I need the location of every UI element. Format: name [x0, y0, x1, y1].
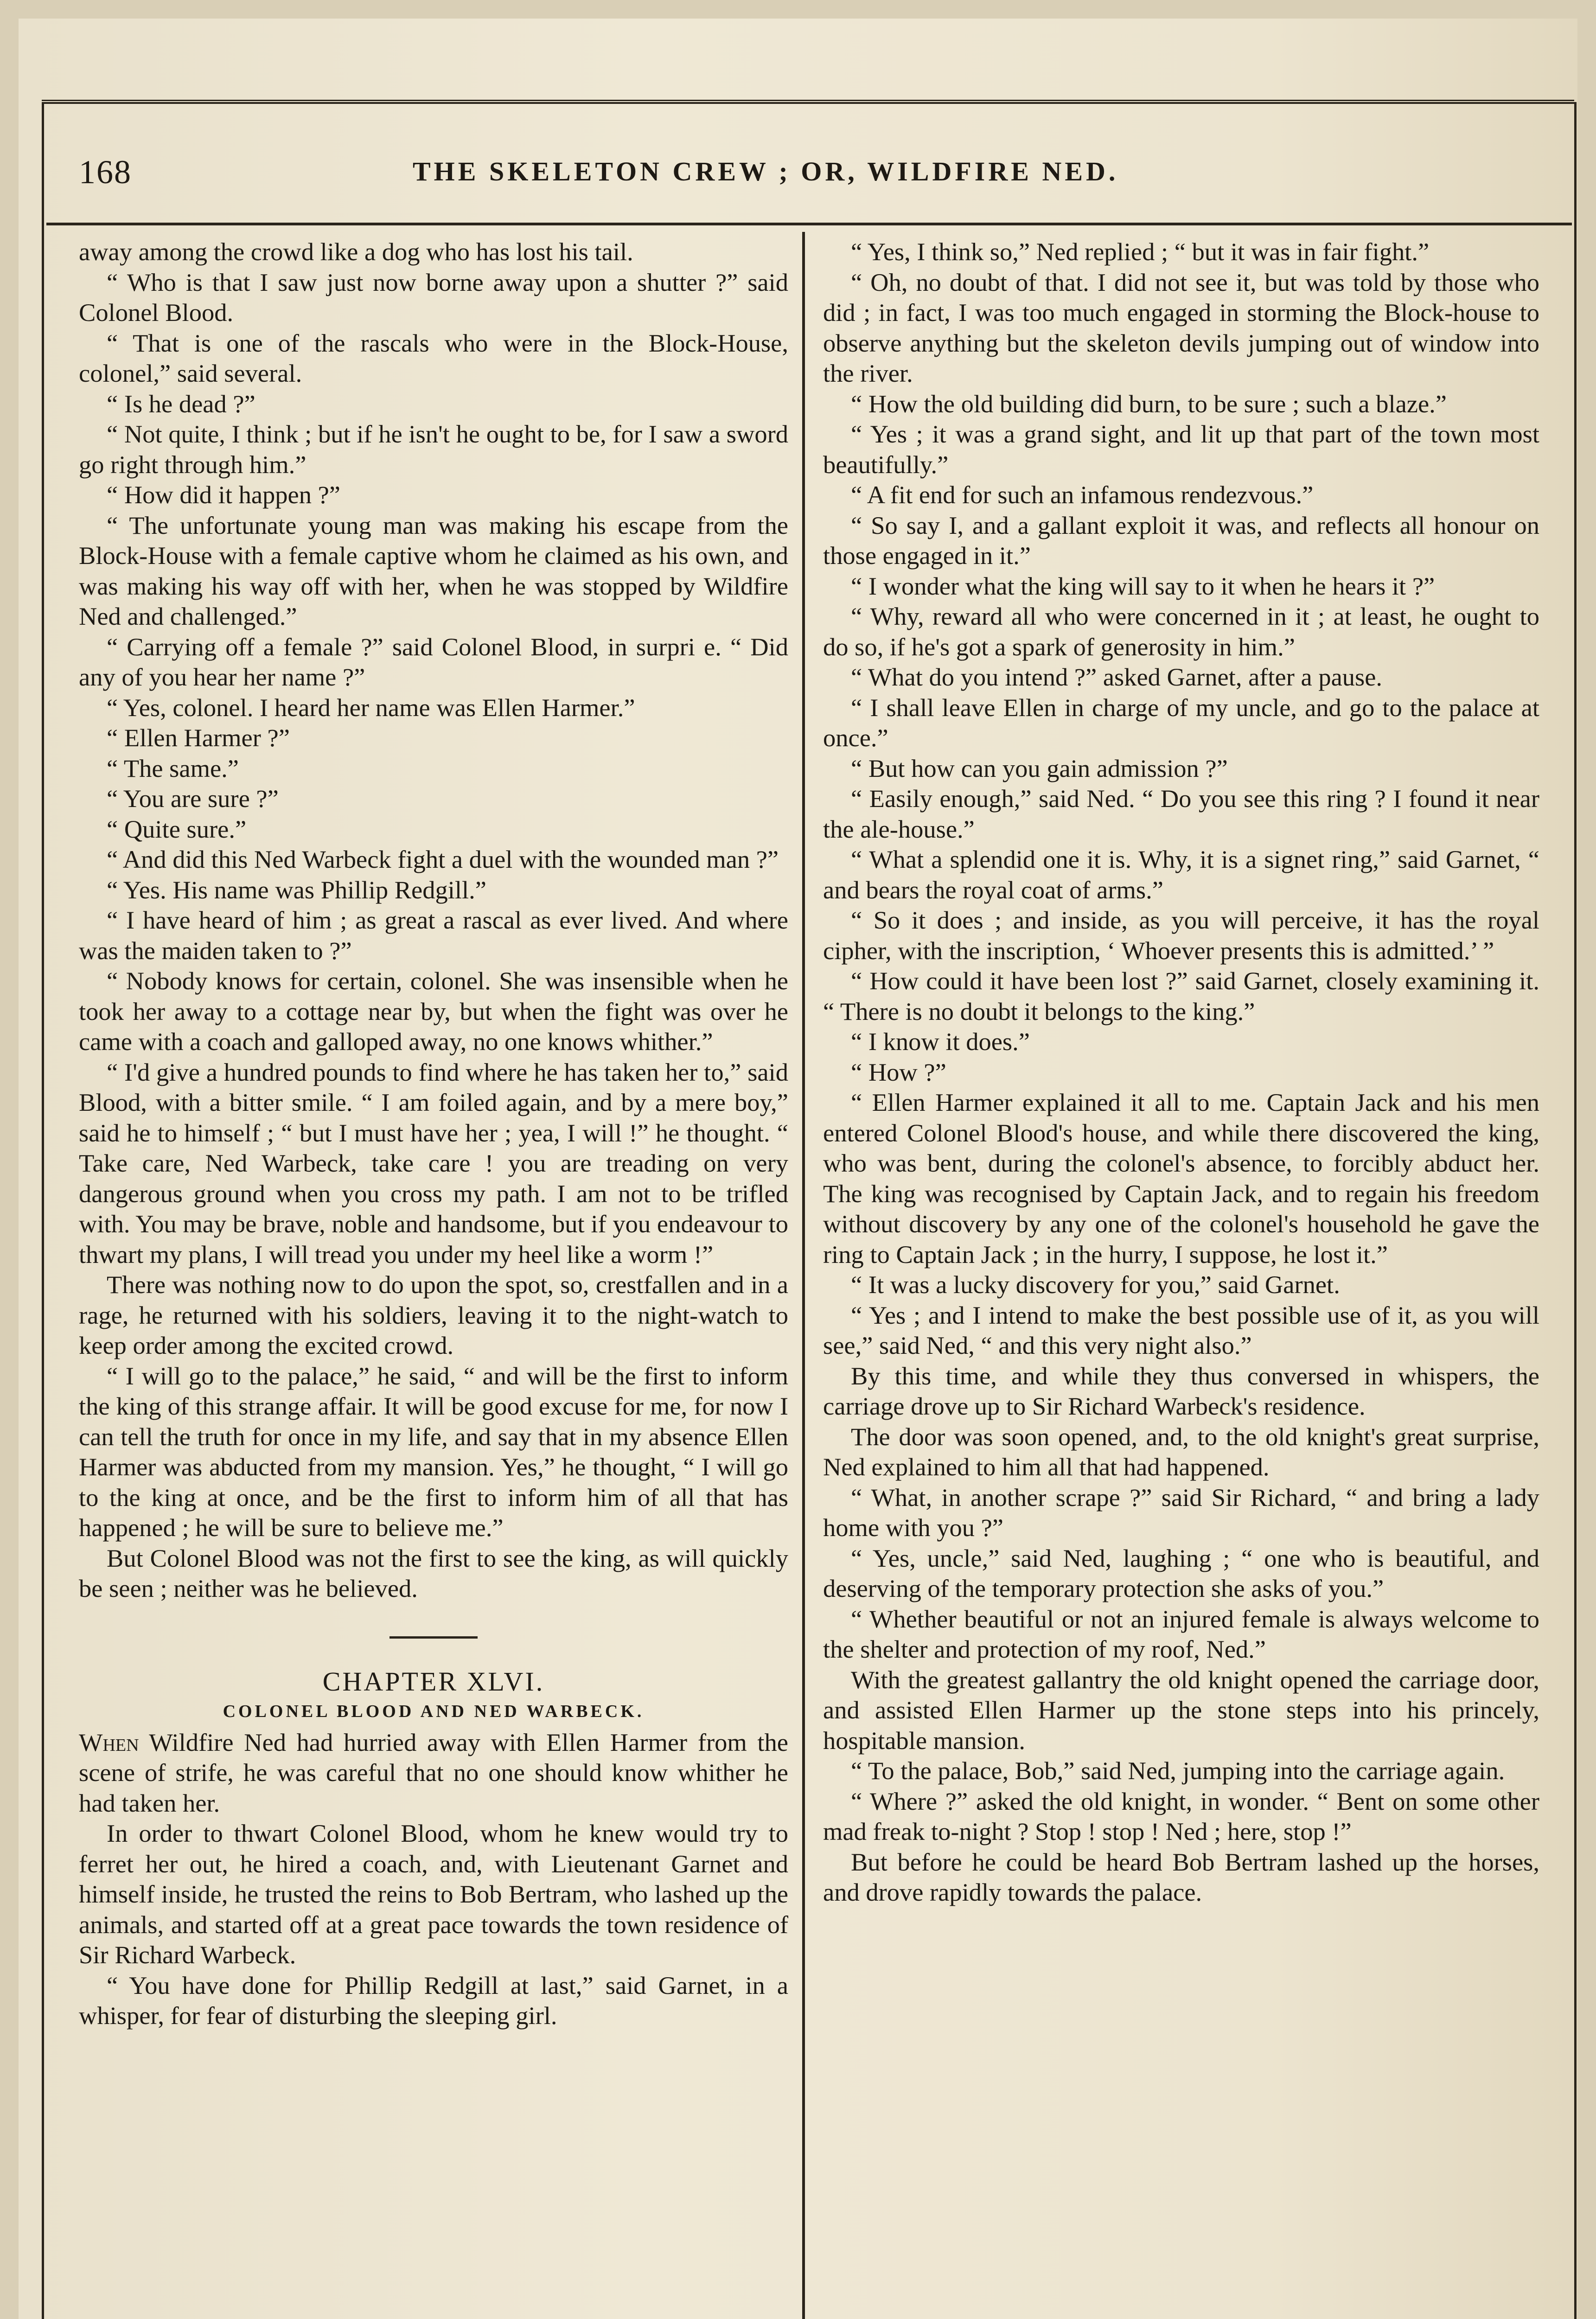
paragraph: “ How could it have been lost ?” said Garnet, closely examining it. “ There is no doubt it belongs to the king.”	[823, 967, 1539, 1025]
paragraph: “ How the old building did burn, to be sure ; such a blaze.”	[851, 389, 1447, 418]
paragraph: “ Carrying off a female ?” said Colonel Blood, in surpri e. “ Did any of you hear her name ?”	[79, 632, 788, 691]
paragraph: “ The unfortunate young man was making his escape from the Block-House with a female captive whom he claimed as his own, and was making his way off with her, when he was stopped by Wildfire Ned and challenged.”	[79, 511, 788, 630]
paragraph: “ I wonder what the king will say to it when he hears it ?”	[851, 571, 1435, 600]
paragraph: “ I'd give a hundred pounds to find where he has taken her to,” said Blood, with a bitter smile. “ I am foiled again, and by a mere boy,” said he to himself ; “ but I must have her ; yea, I will !” he thought. “ Take care, Ned Warbeck, take care ! you are treading on very dangerous ground when you cross my path. I am not to be trifled with. You may be brave, noble and handsome, but if you endeavour to thwart my plans, I will tread you under my heel like a worm !”	[79, 1057, 788, 1268]
drop-word: When	[79, 1728, 139, 1756]
running-head	[46, 153, 1572, 190]
section-separator	[389, 1636, 478, 1639]
paragraph: “ Oh, no doubt of that. I did not see it, but was told by those who did ; in fact, I was too much engaged in storming the Block-house to observe anything but the skeleton devils jumping out of window into the river.	[823, 268, 1539, 387]
paragraph: “ What, in another scrape ?” said Sir Richard, “ and bring a lady home with you ?”	[823, 1483, 1539, 1542]
paragraph: “ Whether beautiful or not an injured female is always welcome to the shelter and protection of my roof, Ned.”	[823, 1604, 1539, 1663]
right-column	[823, 237, 1539, 2319]
column-divider	[802, 232, 805, 2319]
paragraph: “ I have heard of him ; as great a rascal as ever lived. And where was the maiden taken to ?”	[79, 906, 788, 965]
header-rule	[46, 223, 1572, 225]
paragraph: “ Yes ; and I intend to make the best possible use of it, as you will see,” said Ned, “ and this very night also.”	[823, 1300, 1539, 1359]
page-number: 168	[79, 154, 132, 191]
paragraph: “ You have done for Phillip Redgill at last,” said Garnet, in a whisper, for fear of disturbing the sleeping girl.	[79, 1971, 788, 2030]
paragraph: “ You are sure ?”	[107, 784, 279, 813]
paragraph: “ So it does ; and inside, as you will perceive, it has the royal cipher, with the inscription, ‘ Whoever presents this is admitted.’ ”	[823, 906, 1539, 965]
paragraph: “ Ellen Harmer explained it all to me. Captain Jack and his men entered Colonel Blood's house, and while there discovered the king, who was bent, during the colonel's absence, to forcibly abduct her. The king was recognised by Captain Jack, and to regain his freedom without discovery by any one of the colonel's household he gave the ring to Captain Jack ; in the hurry, I suppose, he lost it.”	[823, 1088, 1539, 1268]
paragraph: “ Yes, colonel. I heard her name was Ellen Harmer.”	[107, 693, 635, 722]
paragraph: “ Yes, I think so,” Ned replied ; “ but it was in fair fight.”	[851, 237, 1430, 266]
paragraph: “ Quite sure.”	[107, 814, 247, 843]
paragraph: “ Is he dead ?”	[107, 389, 255, 418]
paragraph: “ Where ?” asked the old knight, in wonder. “ Bent on some other mad freak to-night ? Stop ! stop ! Ned ; here, stop !”	[823, 1787, 1539, 1845]
paragraph: “ Not quite, I think ; but if he isn't he ought to be, for I saw a sword go right through him.”	[79, 420, 788, 479]
running-title: THE SKELETON CREW ; OR, WILDFIRE NED.	[413, 156, 1119, 186]
paragraph: “ Yes ; it was a grand sight, and lit up that part of the town most beautifully.”	[823, 420, 1539, 479]
paragraph: The door was soon opened, and, to the old knight's great surprise, Ned explained to him all that had happened.	[823, 1422, 1539, 1481]
paragraph: “ So say I, and a gallant exploit it was, and reflects all honour on those engaged in it.”	[823, 511, 1539, 570]
paragraph: “ How ?”	[851, 1057, 946, 1086]
paragraph: “ I will go to the palace,” he said, “ and will be the first to inform the king of this strange affair. It will be good excuse for me, for now I can tell the truth for once in my life, and say that in my absence Ellen Harmer was abducted from my mansion. Yes,” he thought, “ I will go to the king at once, and be the first to inform him of all that has happened ; he will be sure to believe me.”	[79, 1361, 788, 1542]
paragraph: “ The same.”	[107, 754, 239, 782]
paragraph: In order to thwart Colonel Blood, whom he knew would try to ferret her out, he hired a coach, and, with Lieutenant Garnet and himself inside, he trusted the reins to Bob Bertram, who lashed up the animals, and started off at a great pace towards the town residence of Sir Richard Warbeck.	[79, 1819, 788, 1969]
paragraph: away among the crowd like a dog who has lost his tail.	[79, 237, 633, 266]
paragraph: “ And did this Ned Warbeck fight a duel with the wounded man ?”	[107, 845, 779, 873]
paragraph: “ It was a lucky discovery for you,” said Garnet.	[851, 1270, 1340, 1299]
paragraph: “ What do you intend ?” asked Garnet, after a pause.	[851, 663, 1383, 691]
left-column	[79, 237, 788, 2319]
paragraph: “ Why, reward all who were concerned in it ; at least, he ought to do so, if he's got a spark of generosity in him.”	[823, 602, 1539, 661]
chapter-subtitle: COLONEL BLOOD AND NED WARBECK.	[223, 1702, 645, 1721]
paragraph: But Colonel Blood was not the first to see the king, as will quickly be seen ; neither was he believed.	[79, 1544, 788, 1602]
paragraph: “ That is one of the rascals who were in the Block-House, colonel,” said several.	[79, 328, 788, 387]
chapter-heading: CHAPTER XLVI.	[322, 1666, 545, 1697]
opening-text: Wildfire Ned had hurried away with Ellen Harmer from the scene of strife, he was careful that no one should know whither he had taken her.	[79, 1728, 788, 1817]
paragraph: With the greatest gallantry the old knight opened the carriage door, and assisted Ellen Harmer up the stone steps into his princely, hospitable mansion.	[823, 1665, 1539, 1755]
paragraph: “ Ellen Harmer ?”	[107, 724, 290, 752]
paragraph: There was nothing now to do upon the spot, so, crestfallen and in a rage, he returned with his soldiers, leaving it to the night-watch to keep order among the excited crowd.	[79, 1270, 788, 1359]
paragraph: “ A fit end for such an infamous rendezvous.”	[851, 480, 1314, 509]
book-page	[19, 19, 1577, 2319]
paragraph: “ I know it does.”	[851, 1027, 1030, 1056]
paragraph: “ Easily enough,” said Ned. “ Do you see this ring ? I found it near the ale-house.”	[823, 784, 1539, 843]
paragraph: “ Nobody knows for certain, colonel. She was insensible when he took her away to a cottage near by, but when the fight was over he came with a coach and galloped away, no one knows whither.”	[79, 967, 788, 1056]
chapter-opening-paragraph	[79, 1727, 788, 1819]
paragraph: “ To the palace, Bob,” said Ned, jumping into the carriage again.	[851, 1756, 1505, 1785]
paragraph: “ Who is that I saw just now borne away upon a shutter ?” said Colonel Blood.	[79, 268, 788, 327]
paragraph: “ Yes. His name was Phillip Redgill.”	[107, 875, 486, 904]
paragraph: “ Yes, uncle,” said Ned, laughing ; “ one who is beautiful, and deserving of the temporary protection she asks of you.”	[823, 1544, 1539, 1602]
frame-top-rule	[42, 100, 1574, 101]
paragraph: “ What a splendid one it is. Why, it is a signet ring,” said Garnet, “ and bears the royal coat of arms.”	[823, 845, 1539, 904]
paragraph: But before he could be heard Bob Bertram lashed up the horses, and drove rapidly towards the palace.	[823, 1847, 1539, 1906]
paragraph: “ How did it happen ?”	[107, 480, 340, 509]
paragraph: By this time, and while they thus conversed in whispers, the carriage drove up to Sir Richard Warbeck's residence.	[823, 1361, 1539, 1420]
paragraph: “ But how can you gain admission ?”	[851, 754, 1228, 782]
paragraph: “ I shall leave Ellen in charge of my uncle, and go to the palace at once.”	[823, 693, 1539, 752]
